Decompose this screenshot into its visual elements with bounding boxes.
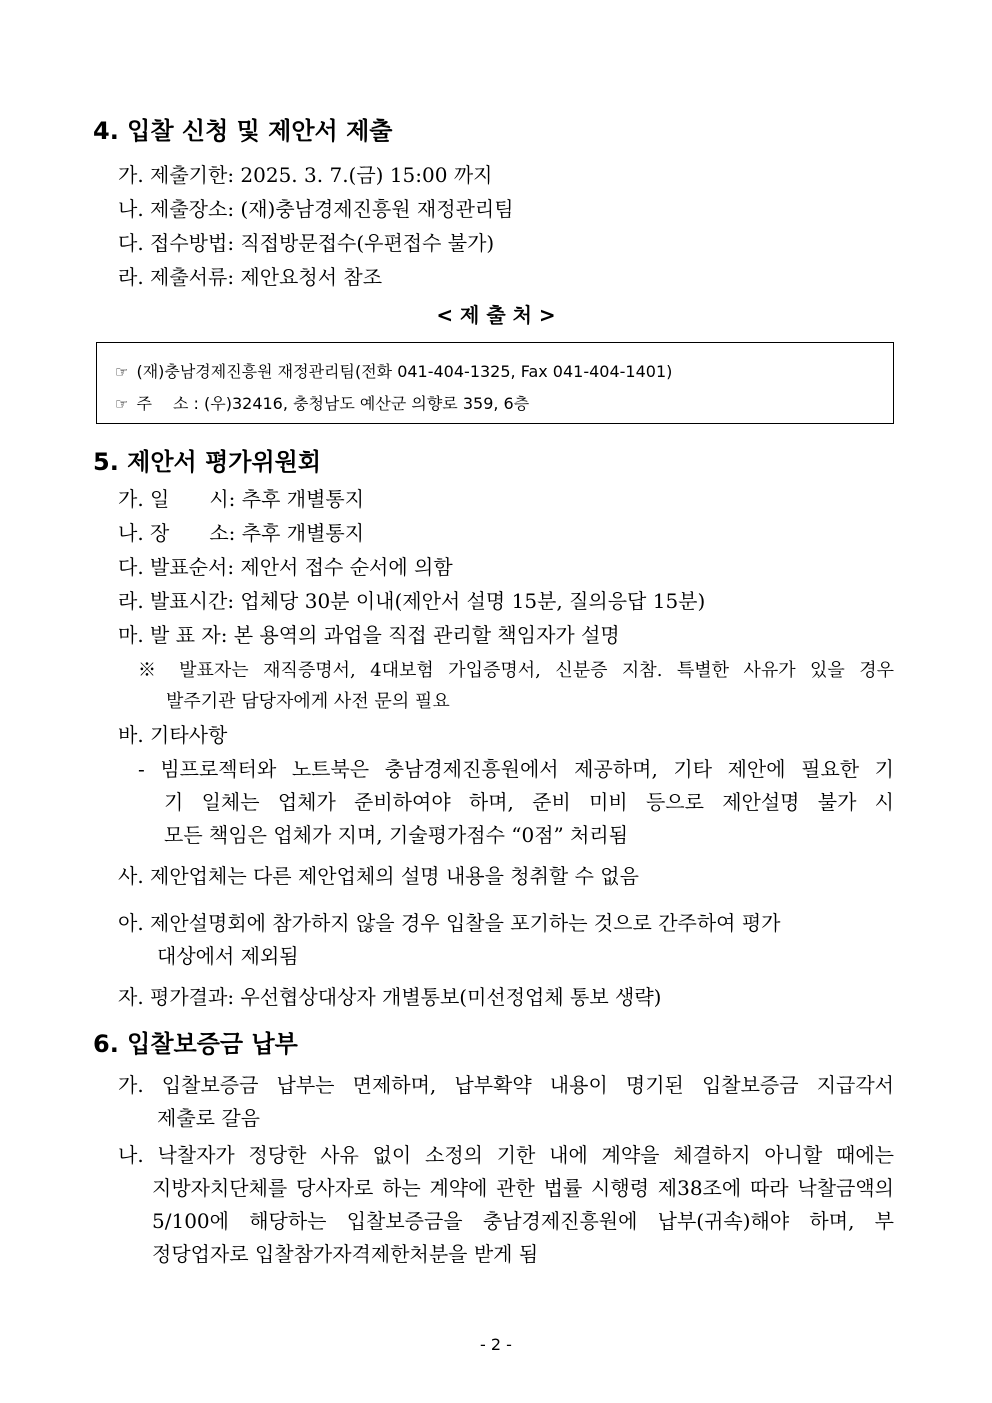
deposit-item-ga-line-2: 제출로 갈음 xyxy=(157,1106,260,1130)
list-item: 아. 제안설명회에 참가하지 않을 경우 입찰을 포기하는 것으로 간주하여 평가 xyxy=(118,911,781,935)
presenter-note-line-2: 발주기관 담당자에게 사전 문의 필요 xyxy=(166,691,450,712)
pointing-hand-icon: ☞ xyxy=(115,395,129,413)
presenter-note-line-1: ※ 발표자는 재직증명서, 4대보험 가입증명서, 신분증 지참. 특별한 사유가 있을 경우 xyxy=(138,660,894,681)
list-item: 가. 제출기한: 2025. 3. 7.(금) 15:00 까지 xyxy=(118,163,493,187)
list-item: 가. 일 시: 추후 개별통지 xyxy=(118,487,365,511)
section-4-heading: 4. 입찰 신청 및 제안서 제출 xyxy=(93,117,393,145)
list-item: 사. 제안업체는 다른 제안업체의 설명 내용을 청취할 수 없음 xyxy=(118,864,639,888)
deposit-item-na-line-4: 정당업자로 입찰참가자격제한처분을 받게 됨 xyxy=(152,1242,539,1266)
list-item-continuation: 대상에서 제외됨 xyxy=(157,944,299,968)
box-line-contact-text: (재)충남경제진흥원 재정관리팀(전화 041-404-1325, Fax 041-404-1401) xyxy=(136,362,673,381)
deposit-item-na-line-2: 지방자치단체를 당사자로 하는 계약에 관한 법률 시행령 제38조에 따라 낙찰금액의 xyxy=(152,1176,894,1200)
submission-box-title: < 제 출 처 > xyxy=(436,303,556,327)
other-matters-line-1: - 빔프로젝터와 노트북은 충남경제진흥원에서 제공하며, 기타 제안에 필요한 기 xyxy=(138,757,894,781)
deposit-item-ga-line-1: 가. 입찰보증금 납부는 면제하며, 납부확약 내용이 명기된 입찰보증금 지급각서 xyxy=(118,1073,894,1097)
list-item: 마. 발 표 자: 본 용역의 과업을 직접 관리할 책임자가 설명 xyxy=(118,623,620,647)
box-line-address-text: 주 소 : (우)32416, 충청남도 예산군 의향로 359, 6층 xyxy=(136,394,530,413)
list-item: 바. 기타사항 xyxy=(118,723,228,747)
pointing-hand-icon: ☞ xyxy=(115,363,129,381)
list-item: 다. 접수방법: 직접방문접수(우편접수 불가) xyxy=(118,231,495,255)
section-5-heading: 5. 제안서 평가위원회 xyxy=(93,448,321,476)
list-item: 라. 제출서류: 제안요청서 참조 xyxy=(118,265,383,289)
deposit-item-na-line-3: 5/100에 해당하는 입찰보증금을 충남경제진흥원에 납부(귀속)해야 하며, 부 xyxy=(152,1209,894,1233)
deposit-item-na-line-1: 나. 낙찰자가 정당한 사유 없이 소정의 기한 내에 계약을 체결하지 아니할 때에는 xyxy=(118,1143,894,1167)
list-item: 자. 평가결과: 우선협상대상자 개별통보(미선정업체 통보 생략) xyxy=(118,985,662,1009)
list-item: 나. 장 소: 추후 개별통지 xyxy=(118,521,365,545)
submission-info-box xyxy=(96,342,894,424)
box-line-address xyxy=(115,393,529,415)
list-item: 나. 제출장소: (재)충남경제진흥원 재정관리팀 xyxy=(118,197,514,221)
page-number: - 2 - xyxy=(480,1335,512,1354)
box-line-contact xyxy=(115,361,672,383)
list-item: 다. 발표순서: 제안서 접수 순서에 의함 xyxy=(118,555,453,579)
section-6-heading: 6. 입찰보증금 납부 xyxy=(93,1030,298,1058)
list-item: 라. 발표시간: 업체당 30분 이내(제안서 설명 15분, 질의응답 15분) xyxy=(118,589,706,613)
other-matters-line-3: 모든 책임은 업체가 지며, 기술평가점수 “0점” 처리됨 xyxy=(164,823,629,847)
other-matters-line-2: 기 일체는 업체가 준비하여야 하며, 준비 미비 등으로 제안설명 불가 시 xyxy=(164,790,894,814)
